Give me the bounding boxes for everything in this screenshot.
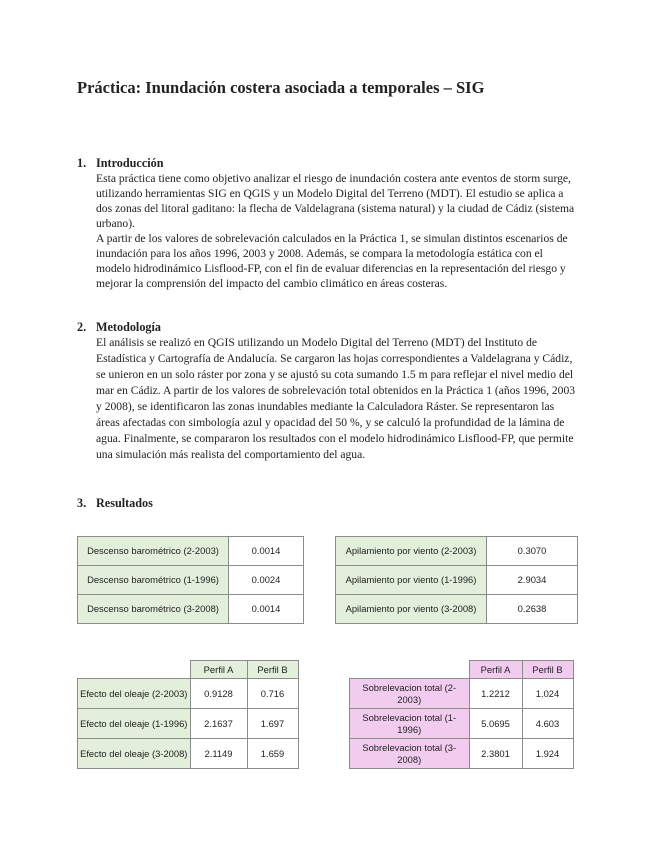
paragraph: Esta práctica tiene como objetivo analizar el riesgo de inundación costera ante eventos de storm surge, utilizando herramientas SIG en QGIS y un Modelo Digital del Terreno (MDT). El estudio se aplica a dos zonas del litoral gaditano: la flecha de Valdelagrana (sistema natural) y la ciudad de Cádiz (sistema urbano).: [96, 172, 575, 230]
section-heading: [77, 320, 577, 335]
table-row: [78, 537, 304, 566]
section-introduccion: [77, 156, 577, 291]
cell-value: 0.0014: [229, 537, 304, 566]
wind-table: [335, 536, 578, 624]
cell-value: 2.1637: [190, 709, 247, 739]
row-label: Sobrelevacion total (1-1996): [350, 709, 470, 739]
cell-value: 5.0695: [469, 709, 522, 739]
table-header-row: [78, 661, 299, 679]
table-row: [78, 566, 304, 595]
column-header: Perfil B: [247, 661, 298, 679]
table-row: [336, 595, 578, 624]
total-surge-table: [349, 660, 574, 769]
paragraph: A partir de los valores de sobrelevación calculados en la Práctica 1, se simulan distintos escenarios de inundación para los años 1996, 2003 y 2008. Además, se compara la metodología estática con el modelo hidrodinámico Lisflood-FP, con el fin de evaluar diferencias en la representación del riesgo y mejorar la comprensión del impacto del cambio climático en áreas costeras.: [96, 232, 568, 290]
cell-value: 1.2212: [469, 679, 522, 709]
cell-value: 0.716: [247, 679, 298, 709]
cell-value: 1.697: [247, 709, 298, 739]
row-label: Efecto del oleaje (1-1996): [78, 709, 191, 739]
section-title: Introducción: [96, 156, 164, 170]
table-row: [336, 537, 578, 566]
row-label: Apilamiento por viento (3-2008): [336, 595, 487, 624]
cell-value: 1.659: [247, 739, 298, 769]
column-header: Perfil B: [522, 661, 573, 679]
row-label: Efecto del oleaje (2-2003): [78, 679, 191, 709]
row-label: Descenso barométrico (3-2008): [78, 595, 229, 624]
cell-value: 0.2638: [487, 595, 578, 624]
cell-value: 0.0014: [229, 595, 304, 624]
section-number: 2.: [77, 320, 87, 334]
section-title: Resultados: [96, 496, 153, 510]
section-heading: [77, 156, 577, 171]
table-header-row: [350, 661, 574, 679]
table-row: [78, 739, 299, 769]
section-number: 1.: [77, 156, 87, 170]
cell-value: 1.024: [522, 679, 573, 709]
cell-value: 0.9128: [190, 679, 247, 709]
section-heading: [77, 496, 577, 511]
section-body: [96, 171, 577, 291]
table-row: [350, 739, 574, 769]
paragraph: El análisis se realizó en QGIS utilizando un Modelo Digital del Terreno (MDT) del Instituto de Estadística y Cartografía de Andalucía. Se cargaron las hojas correspondientes a Valdelagrana y Cádiz, se unieron en un solo ráster por zona y se ajustó su cota sumando 1.5 m para reflejar el nivel medio del mar en Cádiz. A partir de los valores de sobrelevación total obtenidos en la Práctica 1 (años 1996, 2003 y 2008), se identificaron las zonas inundables mediante la Calculadora Ráster. Se representaron las áreas afectadas con simbología azul y opacidad del 50 %, y se calculó la profundidad de la lámina de agua. Finalmente, se compararon los resultados con el modelo hidrodinámico Lisflood-FP, que permite una simulación más realista del comportamiento del agua.: [96, 336, 576, 461]
section-number: 3.: [77, 496, 87, 510]
column-header: Perfil A: [469, 661, 522, 679]
section-body: [96, 335, 577, 463]
row-label: Sobrelevacion total (2-2003): [350, 679, 470, 709]
cell-value: 2.9034: [487, 566, 578, 595]
row-label: Efecto del oleaje (3-2008): [78, 739, 191, 769]
section-resultados: [77, 496, 577, 511]
table-row: [78, 709, 299, 739]
row-label: Apilamiento por viento (1-1996): [336, 566, 487, 595]
row-label: Descenso barométrico (2-2003): [78, 537, 229, 566]
table-row: [78, 679, 299, 709]
wave-effect-table: [77, 660, 299, 769]
column-header: Perfil A: [190, 661, 247, 679]
cell-value: 0.0024: [229, 566, 304, 595]
cell-value: 1.924: [522, 739, 573, 769]
cell-value: 4.603: [522, 709, 573, 739]
cell-value: 2.3801: [469, 739, 522, 769]
section-title: Metodología: [96, 320, 161, 334]
table-row: [336, 566, 578, 595]
table-row: [350, 709, 574, 739]
cell-value: 0.3070: [487, 537, 578, 566]
row-label: Sobrelevacion total (3-2008): [350, 739, 470, 769]
barometric-table: [77, 536, 304, 624]
table-row: [350, 679, 574, 709]
row-label: Descenso barométrico (1-1996): [78, 566, 229, 595]
section-metodologia: [77, 320, 577, 463]
table-row: [78, 595, 304, 624]
row-label: Apilamiento por viento (2-2003): [336, 537, 487, 566]
cell-value: 2.1149: [190, 739, 247, 769]
document-title: Práctica: Inundación costera asociada a temporales – SIG: [77, 78, 485, 97]
